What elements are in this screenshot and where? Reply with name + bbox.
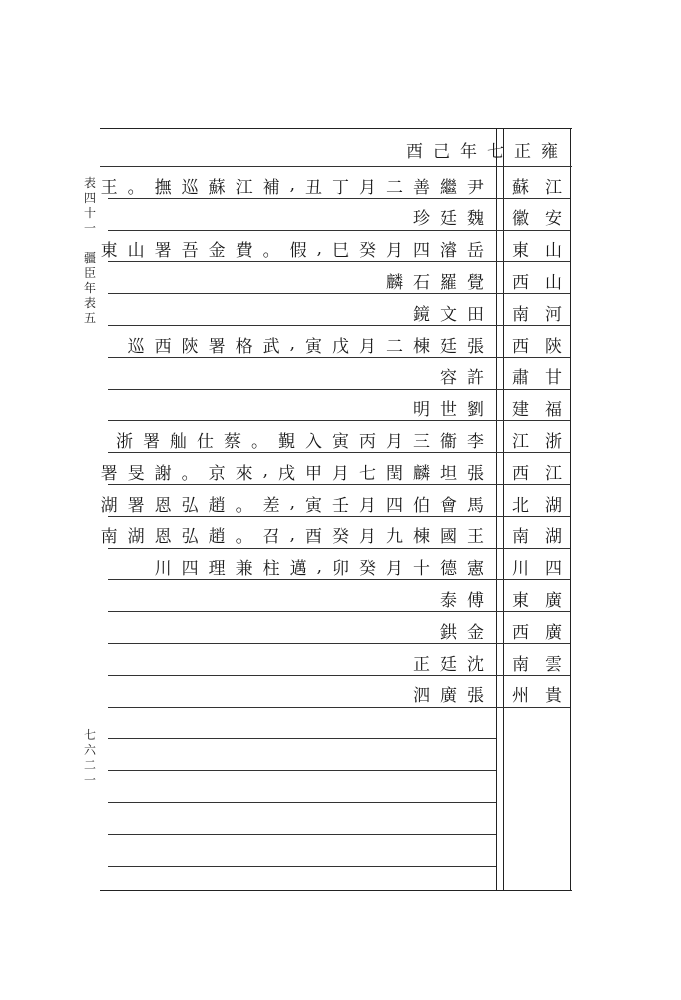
entry-char: 入 (305, 431, 332, 452)
entry-char: 棟 (413, 336, 440, 357)
entry-char: 撫 (154, 177, 182, 198)
year-header (406, 134, 568, 164)
province-column-rule-right (503, 128, 504, 890)
header-char: 年 (460, 141, 487, 162)
entry-char: 丑 (305, 177, 332, 198)
entry-char: 明 (413, 400, 440, 421)
entry-char: 川 (154, 559, 182, 580)
entry-char: 兼 (235, 559, 263, 580)
entry-char: 傅 (467, 590, 494, 611)
margin-char: 六 (83, 743, 96, 757)
official-entry (386, 265, 494, 295)
entry-char: 國 (440, 527, 467, 548)
province-cell (506, 488, 568, 518)
province-cell (506, 234, 568, 264)
row-rule (108, 643, 570, 644)
province-char: 北 (512, 495, 529, 516)
entry-char: 月 (332, 463, 359, 484)
entry-char: 王 (100, 177, 128, 198)
province-char: 廣 (545, 590, 562, 611)
table-bottom-rule (100, 890, 572, 891)
entry-char: 寅 (305, 495, 332, 516)
entry-char: 棟 (413, 527, 440, 548)
row-rule (108, 675, 570, 676)
entry-char: 王 (467, 527, 494, 548)
entry-char: 恩 (154, 495, 182, 516)
province-cell (506, 583, 568, 613)
official-entry (101, 520, 494, 550)
entry-char: 麟 (413, 463, 440, 484)
entry-char: 。 (262, 241, 290, 262)
entry-char: 二 (386, 177, 413, 198)
entry-char: 許 (467, 368, 494, 389)
entry-char: 寅 (305, 336, 332, 357)
entry-char: 世 (440, 400, 467, 421)
official-entry (413, 647, 494, 677)
table-top-rule (100, 128, 572, 129)
entry-char: 月 (359, 177, 386, 198)
province-cell (506, 424, 568, 454)
entry-char: 伯 (413, 495, 440, 516)
entry-char: 巡 (181, 177, 209, 198)
entry-char: 衞 (440, 431, 467, 452)
province-cell (506, 679, 568, 709)
entry-char: 鏡 (413, 304, 440, 325)
province-char: 江 (545, 463, 562, 484)
entry-char: 江 (235, 177, 263, 198)
entry-char: 柱 (262, 559, 290, 580)
entry-char: 弘 (181, 527, 209, 548)
row-rule (100, 166, 572, 167)
entry-char: 巳 (332, 241, 359, 262)
entry-char: 召 (262, 527, 290, 548)
entry-char: 張 (467, 686, 494, 707)
header-char: 正 (514, 141, 541, 162)
province-char: 東 (512, 241, 529, 262)
entry-char: , (262, 461, 278, 482)
province-cell (506, 170, 568, 200)
entry-char: 會 (440, 495, 467, 516)
province-char: 福 (545, 400, 562, 421)
entry-char: 癸 (359, 559, 386, 580)
entry-char: 蔡 (224, 431, 251, 452)
entry-char: 南 (100, 527, 128, 548)
entry-char: 理 (208, 559, 236, 580)
official-entry (101, 488, 494, 518)
province-cell (506, 615, 568, 645)
entry-char: 丙 (359, 431, 386, 452)
entry-char: 月 (359, 495, 386, 516)
entry-char: 石 (413, 272, 440, 293)
official-entry (155, 552, 494, 582)
margin-char: 五 (83, 311, 96, 325)
province-char: 川 (512, 559, 529, 580)
entry-char: 署 (154, 241, 182, 262)
province-char: 甘 (545, 368, 562, 389)
entry-char: 尹 (467, 177, 494, 198)
row-rule (108, 420, 570, 421)
entry-char: 山 (127, 241, 155, 262)
entry-char: 三 (413, 431, 440, 452)
province-char: 陝 (545, 336, 562, 357)
official-entry (101, 234, 494, 264)
entry-char: 湖 (100, 495, 128, 516)
official-entry (101, 456, 494, 486)
entry-char: 邁 (289, 559, 317, 580)
entry-char: 巡 (127, 336, 155, 357)
province-char: 西 (512, 336, 529, 357)
header-char: 酉 (406, 141, 433, 162)
entry-char: 甲 (305, 463, 332, 484)
entry-char: 署 (143, 431, 170, 452)
entry-char: 。 (235, 527, 263, 548)
row-rule (108, 389, 570, 390)
row-rule (108, 325, 570, 326)
entry-char: 趙 (208, 495, 236, 516)
header-char: 七 (487, 141, 514, 162)
entry-char: 容 (440, 368, 467, 389)
province-char: 南 (512, 304, 529, 325)
entry-char: 。 (181, 463, 209, 484)
entry-char: 浙 (116, 431, 143, 452)
province-column-rule-left (496, 128, 497, 890)
header-char: 己 (433, 141, 460, 162)
header-char: 雍 (541, 141, 568, 162)
province-char: 南 (512, 527, 529, 548)
province-cell (506, 265, 568, 295)
entry-char: 署 (100, 463, 128, 484)
entry-char: 繼 (440, 177, 467, 198)
margin-char (82, 236, 98, 251)
province-char: 四 (545, 559, 562, 580)
province-char: 貴 (545, 686, 562, 707)
page-number (82, 728, 98, 788)
entry-char: 正 (413, 654, 440, 675)
entry-char: , (289, 524, 305, 545)
entry-char: 馬 (467, 495, 494, 516)
margin-char: 表 (83, 296, 96, 310)
row-rule (108, 611, 570, 612)
province-cell (506, 520, 568, 550)
entry-char: 寅 (332, 431, 359, 452)
margin-char: 四 (83, 191, 96, 205)
margin-char: 臣 (83, 266, 96, 280)
province-cell (506, 361, 568, 391)
entry-char: 德 (440, 559, 467, 580)
province-char: 山 (545, 272, 562, 293)
entry-char: 金 (467, 622, 494, 643)
official-entry (413, 202, 494, 232)
entry-char: 西 (154, 336, 182, 357)
official-entry (440, 361, 494, 391)
province-char: 肅 (512, 368, 529, 389)
entry-char: 廷 (440, 654, 467, 675)
province-cell (506, 393, 568, 423)
official-entry (116, 424, 494, 454)
entry-char: 田 (467, 304, 494, 325)
entry-char: 月 (386, 559, 413, 580)
entry-char: 吾 (181, 241, 209, 262)
entry-char: 魏 (467, 209, 494, 230)
entry-char: 月 (386, 431, 413, 452)
entry-char: 丁 (332, 177, 359, 198)
entry-char: 格 (235, 336, 263, 357)
province-cell (506, 329, 568, 359)
entry-char: 金 (208, 241, 236, 262)
entry-char: 湖 (127, 527, 155, 548)
entry-char: 覲 (278, 431, 305, 452)
margin-char: 表 (83, 176, 96, 190)
official-entry (413, 393, 494, 423)
province-cell (506, 202, 568, 232)
entry-char: , (289, 493, 305, 513)
province-char: 江 (512, 431, 529, 452)
entry-char: 署 (208, 336, 236, 357)
province-cell (506, 552, 568, 582)
entry-char: 張 (467, 336, 494, 357)
row-rule (108, 738, 496, 739)
entry-char: 陝 (181, 336, 209, 357)
official-entry (128, 329, 494, 359)
entry-char: 弘 (181, 495, 209, 516)
entry-char: 泗 (413, 686, 440, 707)
margin-char: 二 (83, 758, 96, 772)
entry-char: 月 (359, 527, 386, 548)
margin-char: 十 (83, 206, 96, 220)
entry-char: 廷 (440, 336, 467, 357)
entry-char: 趙 (208, 527, 236, 548)
row-rule (108, 866, 496, 867)
entry-char: 戌 (278, 463, 305, 484)
province-char: 蘇 (512, 177, 529, 198)
margin-char: 七 (83, 728, 96, 742)
entry-char: 東 (100, 241, 128, 262)
official-entry (413, 297, 494, 327)
entry-char: 覺 (467, 272, 494, 293)
row-rule (108, 802, 496, 803)
official-entry (440, 583, 494, 613)
province-cell (506, 297, 568, 327)
entry-char: 署 (127, 495, 155, 516)
entry-char: 謝 (154, 463, 182, 484)
margin-title (82, 176, 98, 326)
entry-char: 癸 (359, 241, 386, 262)
entry-char: , (289, 175, 305, 195)
entry-char: 月 (359, 336, 386, 357)
province-char: 徽 (512, 209, 529, 230)
entry-char: 珍 (413, 209, 440, 230)
entry-char: 差 (262, 495, 290, 516)
province-char: 南 (512, 654, 529, 675)
entry-char: 來 (235, 463, 263, 484)
province-char: 湖 (545, 495, 562, 516)
entry-char: 舢 (170, 431, 197, 452)
entry-char: 麟 (386, 272, 413, 293)
entry-char: 仕 (197, 431, 224, 452)
entry-char: 月 (386, 241, 413, 262)
entry-char: 岳 (467, 241, 494, 262)
province-char: 州 (512, 686, 529, 707)
province-char: 湖 (545, 527, 562, 548)
entry-char: 劉 (467, 400, 494, 421)
province-char: 山 (545, 241, 562, 262)
entry-char: 四 (181, 559, 209, 580)
entry-char: 濬 (440, 241, 467, 262)
entry-char: 京 (208, 463, 236, 484)
entry-char: 武 (262, 336, 290, 357)
entry-char: 七 (359, 463, 386, 484)
province-char: 雲 (545, 654, 562, 675)
entry-char: , (316, 238, 332, 259)
entry-char: 鉷 (440, 622, 467, 643)
province-char: 浙 (545, 431, 562, 452)
margin-char: 一 (83, 221, 96, 235)
entry-char: 閏 (386, 463, 413, 484)
province-char: 廣 (545, 622, 562, 643)
entry-char: 戊 (332, 336, 359, 357)
entry-char: , (289, 334, 305, 354)
entry-char: 羅 (440, 272, 467, 293)
row-rule (108, 230, 570, 231)
entry-char: 壬 (332, 495, 359, 516)
entry-char: 廷 (440, 209, 467, 230)
entry-char: 蘇 (208, 177, 236, 198)
entry-char: 旻 (127, 463, 155, 484)
entry-char: 憲 (467, 559, 494, 580)
official-entry (440, 615, 494, 645)
entry-char: 文 (440, 304, 467, 325)
entry-char: 李 (467, 431, 494, 452)
entry-char: 卯 (332, 559, 359, 580)
entry-char: 補 (262, 177, 290, 198)
row-rule (108, 293, 570, 294)
outer-vertical-rule (570, 128, 571, 890)
province-cell (506, 647, 568, 677)
entry-char: 九 (386, 527, 413, 548)
entry-char: 。 (251, 431, 278, 452)
official-entry (101, 170, 494, 200)
row-rule (108, 834, 496, 835)
entry-char: 酉 (305, 527, 332, 548)
row-rule (108, 707, 570, 708)
province-char: 西 (512, 272, 529, 293)
official-entry (413, 679, 494, 709)
entry-char: 泰 (440, 590, 467, 611)
entry-char: 廣 (440, 686, 467, 707)
entry-char: 四 (386, 495, 413, 516)
entry-char: 假 (289, 241, 317, 262)
province-char: 東 (512, 590, 529, 611)
entry-char: 善 (413, 177, 440, 198)
row-rule (108, 770, 496, 771)
entry-char: 沈 (467, 654, 494, 675)
entry-char: 。 (235, 495, 263, 516)
entry-char: 四 (413, 241, 440, 262)
province-char: 江 (545, 177, 562, 198)
province-char: 安 (545, 209, 562, 230)
entry-char: 二 (386, 336, 413, 357)
margin-char: 一 (83, 773, 96, 787)
entry-char: 癸 (332, 527, 359, 548)
entry-char: 恩 (154, 527, 182, 548)
province-char: 西 (512, 622, 529, 643)
entry-char: 坦 (440, 463, 467, 484)
margin-char: 疆 (83, 251, 96, 265)
entry-char: 。 (127, 177, 155, 198)
province-char: 建 (512, 400, 529, 421)
year-table (100, 128, 572, 890)
entry-char: 費 (235, 241, 263, 262)
entry-char: , (316, 556, 332, 577)
province-cell (506, 456, 568, 486)
province-char: 河 (545, 304, 562, 325)
margin-char: 年 (83, 281, 96, 295)
entry-char: 張 (467, 463, 494, 484)
entry-char: 十 (413, 559, 440, 580)
province-char: 西 (512, 463, 529, 484)
